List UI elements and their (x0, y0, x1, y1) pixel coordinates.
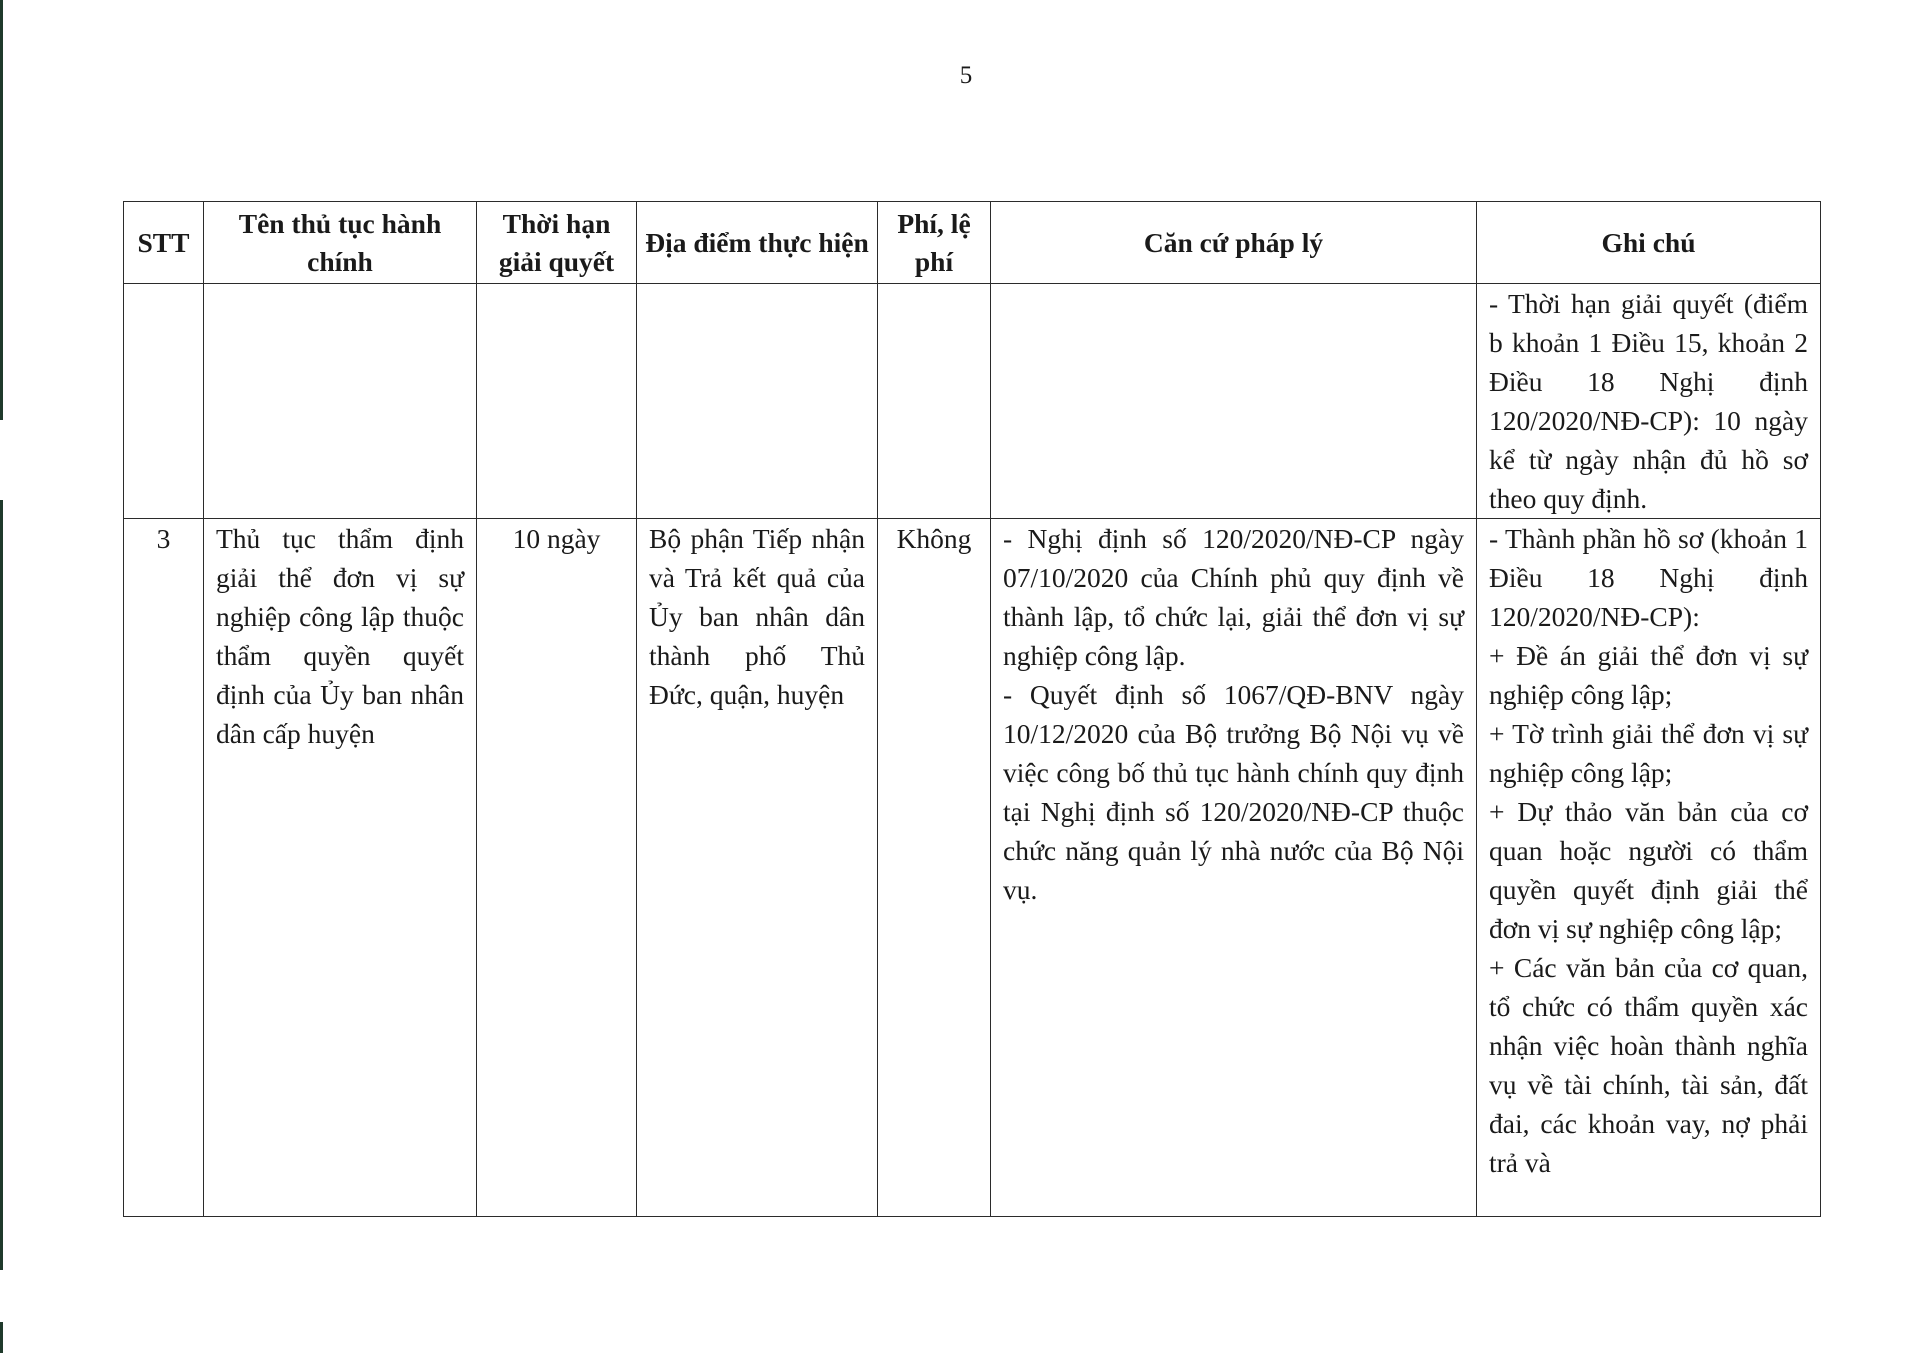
header-fee: Phí, lệ phí (878, 202, 991, 284)
scan-edge-mark (0, 500, 3, 1270)
table-header-row (124, 202, 1821, 284)
cell-stt: 3 (124, 519, 204, 1217)
cell-notes (1477, 519, 1821, 1217)
legal-basis-item: - Nghị định số 120/2020/NĐ-CP ngày 07/10/2020 của Chính phủ quy định về thành lập, tổ chức lại, giải thể đơn vị sự nghiệp công lập. (1003, 523, 1464, 671)
procedure-table (123, 201, 1821, 1217)
cell-location: Bộ phận Tiếp nhận và Trả kết quả của Ủy ban nhân dân thành phố Thủ Đức, quận, huyện (637, 519, 878, 1217)
notes-item: + Dự thảo văn bản của cơ quan hoặc người có thẩm quyền quyết định giải thể đơn vị sự nghiệp công lập; (1489, 796, 1808, 944)
notes-item: + Các văn bản của cơ quan, tổ chức có thẩm quyền xác nhận việc hoàn thành nghĩa vụ về tài chính, tài sản, đất đai, các khoản vay, nợ phải trả và (1489, 952, 1808, 1178)
notes-item: - Thành phần hồ sơ (khoản 1 Điều 18 Nghị định 120/2020/NĐ-CP): (1489, 523, 1808, 632)
cell-legal-basis (991, 284, 1477, 519)
cell-fee: Không (878, 519, 991, 1217)
page-number: 5 (959, 62, 973, 89)
cell-deadline (477, 284, 637, 519)
scan-edge-mark (0, 1322, 3, 1353)
table-row (124, 284, 1821, 519)
cell-notes: - Thời hạn giải quyết (điểm b khoản 1 Điều 15, khoản 2 Điều 18 Nghị định 120/2020/NĐ-CP): 10 ngày kể từ ngày nhận đủ hồ sơ theo quy định. (1477, 284, 1821, 519)
cell-legal-basis (991, 519, 1477, 1217)
header-notes: Ghi chú (1477, 202, 1821, 284)
cell-stt (124, 284, 204, 519)
header-location: Địa điểm thực hiện (637, 202, 878, 284)
notes-item: + Đề án giải thể đơn vị sự nghiệp công lập; (1489, 640, 1808, 710)
cell-deadline: 10 ngày (477, 519, 637, 1217)
legal-basis-item: - Quyết định số 1067/QĐ-BNV ngày 10/12/2020 của Bộ trưởng Bộ Nội vụ về việc công bố thủ tục hành chính quy định tại Nghị định số 120/2020/NĐ-CP thuộc chức năng quản lý nhà nước của Bộ Nội vụ. (1003, 679, 1464, 905)
cell-location (637, 284, 878, 519)
header-legal-basis: Căn cứ pháp lý (991, 202, 1477, 284)
cell-procedure-name (204, 284, 477, 519)
notes-item: + Tờ trình giải thể đơn vị sự nghiệp công lập; (1489, 718, 1808, 788)
cell-procedure-name: Thủ tục thẩm định giải thể đơn vị sự nghiệp công lập thuộc thẩm quyền quyết định của Ủy ban nhân dân cấp huyện (204, 519, 477, 1217)
header-stt: STT (124, 202, 204, 284)
header-deadline: Thời hạn giải quyết (477, 202, 637, 284)
header-procedure-name: Tên thủ tục hành chính (204, 202, 477, 284)
table-row (124, 519, 1821, 1217)
cell-fee (878, 284, 991, 519)
